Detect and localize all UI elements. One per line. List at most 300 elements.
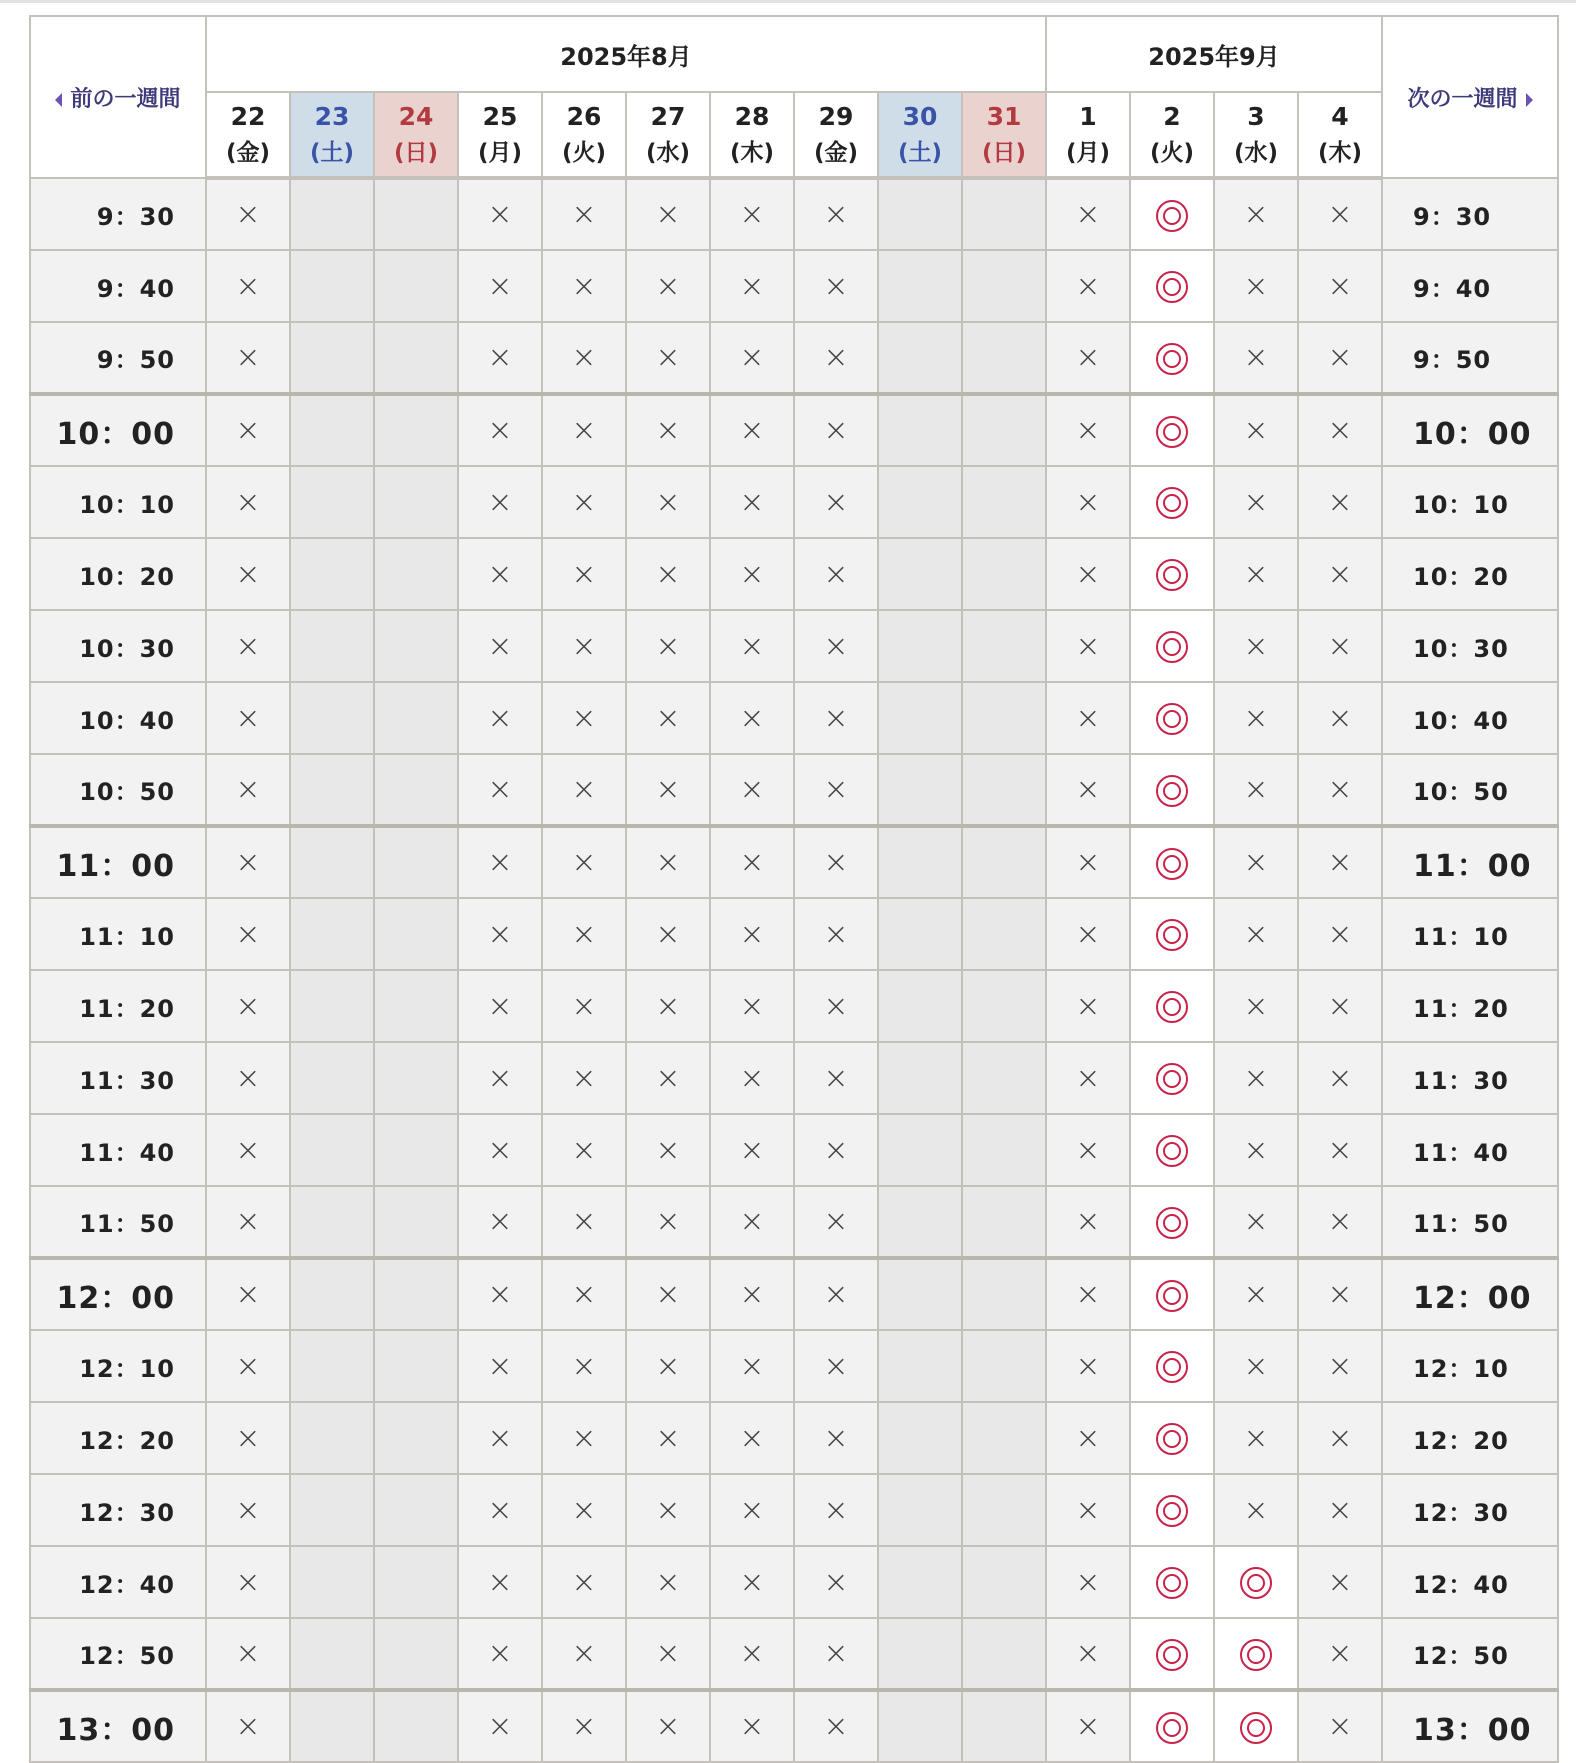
cross-mark-icon: × (571, 484, 597, 520)
caret-right-icon (1526, 93, 1533, 107)
slot-available[interactable] (1130, 1690, 1214, 1762)
slot-full (1046, 610, 1130, 682)
cross-mark-icon: × (571, 1420, 597, 1456)
slot-full (1046, 1546, 1130, 1618)
cross-mark-icon: × (1243, 772, 1269, 807)
slot-full (542, 322, 626, 394)
slot-full (206, 1402, 290, 1474)
slot-full (458, 1042, 542, 1114)
slot-full (710, 1042, 794, 1114)
slot-closed-day (290, 322, 374, 394)
slot-full (1298, 1330, 1382, 1402)
slot-closed-day (290, 466, 374, 538)
slot-full (710, 826, 794, 898)
slot-full (1046, 970, 1130, 1042)
slot-available[interactable] (1130, 898, 1214, 970)
double-circle-icon (1156, 559, 1188, 591)
slot-available[interactable] (1130, 1402, 1214, 1474)
slot-full (710, 1618, 794, 1690)
slot-closed-day (962, 1690, 1046, 1762)
slot-available[interactable] (1214, 1690, 1298, 1762)
cross-mark-icon: × (1327, 1564, 1353, 1600)
time-row (30, 1546, 1558, 1618)
slot-full (710, 538, 794, 610)
day-header-5 (626, 92, 710, 178)
time-row (30, 610, 1558, 682)
slot-full (626, 538, 710, 610)
time-label-right: 12：30 (1382, 1474, 1558, 1546)
cross-mark-icon: × (1327, 1420, 1353, 1456)
cross-mark-icon: × (1327, 628, 1353, 664)
double-circle-icon (1156, 991, 1188, 1023)
slot-full (458, 1618, 542, 1690)
slot-available[interactable] (1130, 394, 1214, 466)
slot-full (542, 970, 626, 1042)
slot-available[interactable] (1130, 1186, 1214, 1258)
day-weekday: (金) (225, 139, 271, 166)
slot-available[interactable] (1130, 1042, 1214, 1114)
day-header-7 (794, 92, 878, 178)
slot-closed-day (290, 538, 374, 610)
slot-available[interactable] (1130, 1330, 1214, 1402)
slot-full (458, 970, 542, 1042)
slot-available[interactable] (1130, 466, 1214, 538)
month-header-aug: 2025年8月 (206, 16, 1046, 92)
slot-closed-day (962, 394, 1046, 466)
double-circle-icon (1156, 1351, 1188, 1383)
cross-mark-icon: × (655, 700, 681, 736)
month-row (30, 16, 1558, 92)
cross-mark-icon: × (739, 1277, 765, 1312)
cross-mark-icon: × (571, 1132, 597, 1168)
cross-mark-icon: × (1075, 340, 1101, 375)
double-circle-icon (1156, 200, 1188, 232)
slot-full (206, 1546, 290, 1618)
slot-full (1046, 754, 1130, 826)
slot-closed-day (374, 1690, 458, 1762)
schedule-header (30, 16, 1558, 178)
cross-mark-icon: × (739, 916, 765, 952)
slot-available[interactable] (1130, 1618, 1214, 1690)
cross-mark-icon: × (823, 268, 849, 304)
slot-full (626, 1042, 710, 1114)
time-label-right: 9：30 (1382, 178, 1558, 250)
time-label-right: 12：40 (1382, 1546, 1558, 1618)
slot-full (626, 1546, 710, 1618)
day-header-2 (374, 92, 458, 178)
slot-full (1298, 1690, 1382, 1762)
cross-mark-icon: × (571, 197, 597, 232)
slot-full (542, 1474, 626, 1546)
time-label-left: 12：20 (30, 1402, 206, 1474)
day-header-8 (878, 92, 962, 178)
cross-mark-icon: × (1243, 556, 1269, 592)
caret-left-icon (55, 93, 62, 107)
slot-full (542, 178, 626, 250)
cross-mark-icon: × (1243, 268, 1269, 304)
slot-full (1298, 250, 1382, 322)
cross-mark-icon: × (487, 1492, 513, 1528)
slot-full (1298, 826, 1382, 898)
cross-mark-icon: × (1075, 413, 1101, 448)
slot-closed-day (290, 178, 374, 250)
slot-closed-day (962, 178, 1046, 250)
time-label-left: 13：00 (30, 1690, 206, 1762)
cross-mark-icon: × (487, 1060, 513, 1096)
cross-mark-icon: × (655, 1132, 681, 1168)
slot-full (206, 1186, 290, 1258)
cross-mark-icon: × (571, 1636, 597, 1671)
slot-full (1214, 466, 1298, 538)
day-weekday: (火) (561, 139, 607, 166)
cross-mark-icon: × (655, 484, 681, 520)
slot-closed-day (374, 1402, 458, 1474)
time-label-left: 12：00 (30, 1258, 206, 1330)
slot-closed-day (878, 1114, 962, 1186)
double-circle-icon (1240, 1567, 1272, 1599)
slot-full (626, 1690, 710, 1762)
prev-week-button[interactable] (30, 16, 206, 178)
slot-full (458, 1330, 542, 1402)
cross-mark-icon: × (235, 1420, 261, 1456)
time-label-left: 9：30 (30, 178, 206, 250)
cross-mark-icon: × (823, 1420, 849, 1456)
slot-full (542, 826, 626, 898)
slot-available[interactable] (1130, 1546, 1214, 1618)
slot-full (206, 250, 290, 322)
slot-closed-day (374, 1114, 458, 1186)
slot-closed-day (290, 1690, 374, 1762)
day-weekday: (木) (1317, 139, 1363, 166)
slot-full (794, 826, 878, 898)
cross-mark-icon: × (1327, 1709, 1353, 1744)
double-circle-icon (1156, 271, 1188, 303)
slot-full (542, 1330, 626, 1402)
slot-closed-day (962, 898, 1046, 970)
slot-full (206, 1690, 290, 1762)
cross-mark-icon: × (1327, 845, 1353, 880)
slot-full (542, 1258, 626, 1330)
cross-mark-icon: × (487, 1709, 513, 1744)
cross-mark-icon: × (235, 988, 261, 1024)
slot-full (710, 1114, 794, 1186)
slot-full (206, 1330, 290, 1402)
cross-mark-icon: × (739, 1420, 765, 1456)
day-header-4 (542, 92, 626, 178)
slot-full (794, 682, 878, 754)
time-row (30, 1186, 1558, 1258)
cross-mark-icon: × (823, 845, 849, 880)
cross-mark-icon: × (235, 197, 261, 232)
slot-full (626, 250, 710, 322)
slot-full (1046, 1258, 1130, 1330)
cross-mark-icon: × (235, 1348, 261, 1384)
cross-mark-icon: × (1075, 268, 1101, 304)
day-number: 28 (734, 101, 770, 131)
cross-mark-icon: × (571, 413, 597, 448)
slot-closed-day (374, 610, 458, 682)
day-weekday: (木) (729, 139, 775, 166)
cross-mark-icon: × (739, 197, 765, 232)
day-number: 23 (314, 101, 350, 131)
cross-mark-icon: × (487, 916, 513, 952)
slot-closed-day (962, 250, 1046, 322)
slot-full (626, 610, 710, 682)
slot-closed-day (290, 250, 374, 322)
cross-mark-icon: × (655, 268, 681, 304)
slot-closed-day (962, 466, 1046, 538)
slot-full (206, 1114, 290, 1186)
slot-full (206, 1618, 290, 1690)
cross-mark-icon: × (655, 772, 681, 807)
time-row (30, 1042, 1558, 1114)
cross-mark-icon: × (739, 845, 765, 880)
cross-mark-icon: × (487, 988, 513, 1024)
cross-mark-icon: × (487, 845, 513, 880)
cross-mark-icon: × (235, 1492, 261, 1528)
cross-mark-icon: × (655, 1636, 681, 1671)
double-circle-icon (1156, 487, 1188, 519)
cross-mark-icon: × (235, 340, 261, 375)
slot-available[interactable] (1130, 1114, 1214, 1186)
cross-mark-icon: × (1075, 845, 1101, 880)
cross-mark-icon: × (655, 1204, 681, 1239)
top-divider (0, 0, 1576, 3)
slot-available[interactable] (1130, 754, 1214, 826)
slot-full (1298, 538, 1382, 610)
slot-full (626, 754, 710, 826)
slot-available[interactable] (1130, 178, 1214, 250)
slot-closed-day (962, 1114, 1046, 1186)
slot-closed-day (878, 322, 962, 394)
time-label-left: 10：20 (30, 538, 206, 610)
slot-full (710, 1474, 794, 1546)
time-label-right: 12：20 (1382, 1402, 1558, 1474)
slot-full (458, 250, 542, 322)
slot-available[interactable] (1130, 538, 1214, 610)
slot-full (1298, 1546, 1382, 1618)
slot-full (710, 394, 794, 466)
slot-full (206, 970, 290, 1042)
slot-full (1214, 1258, 1298, 1330)
cross-mark-icon: × (235, 1132, 261, 1168)
day-weekday: (月) (477, 139, 523, 166)
time-label-right: 10：20 (1382, 538, 1558, 610)
day-number: 26 (566, 101, 602, 131)
slot-full (1214, 322, 1298, 394)
slot-full (206, 1474, 290, 1546)
cross-mark-icon: × (571, 700, 597, 736)
double-circle-icon (1240, 1639, 1272, 1671)
cross-mark-icon: × (571, 628, 597, 664)
slot-closed-day (374, 394, 458, 466)
slot-full (1298, 898, 1382, 970)
cross-mark-icon: × (1243, 700, 1269, 736)
slot-available[interactable] (1214, 1546, 1298, 1618)
cross-mark-icon: × (1243, 413, 1269, 448)
slot-full (1214, 250, 1298, 322)
slot-full (206, 178, 290, 250)
slot-closed-day (878, 1690, 962, 1762)
slot-full (794, 1546, 878, 1618)
cross-mark-icon: × (823, 1564, 849, 1600)
day-number: 24 (398, 101, 434, 131)
cross-mark-icon: × (571, 916, 597, 952)
cross-mark-icon: × (655, 1709, 681, 1744)
slot-full (1046, 322, 1130, 394)
cross-mark-icon: × (739, 1709, 765, 1744)
day-number: 29 (818, 101, 854, 131)
slot-closed-day (878, 250, 962, 322)
slot-full (626, 394, 710, 466)
cross-mark-icon: × (739, 1348, 765, 1384)
cross-mark-icon: × (487, 556, 513, 592)
cross-mark-icon: × (235, 484, 261, 520)
cross-mark-icon: × (571, 556, 597, 592)
slot-available[interactable] (1130, 1258, 1214, 1330)
time-row (30, 970, 1558, 1042)
cross-mark-icon: × (823, 340, 849, 375)
slot-full (794, 1402, 878, 1474)
slot-closed-day (374, 970, 458, 1042)
cross-mark-icon: × (823, 772, 849, 807)
slot-full (1298, 1402, 1382, 1474)
slot-full (710, 178, 794, 250)
slot-full (710, 1402, 794, 1474)
cross-mark-icon: × (1243, 1204, 1269, 1239)
cross-mark-icon: × (739, 484, 765, 520)
cross-mark-icon: × (1243, 628, 1269, 664)
slot-available[interactable] (1130, 250, 1214, 322)
slot-closed-day (962, 1618, 1046, 1690)
slot-full (794, 1258, 878, 1330)
slot-available[interactable] (1130, 1474, 1214, 1546)
slot-available[interactable] (1214, 1618, 1298, 1690)
slot-available[interactable] (1130, 826, 1214, 898)
cross-mark-icon: × (823, 1132, 849, 1168)
double-circle-icon (1156, 631, 1188, 663)
slot-full (1046, 1042, 1130, 1114)
next-week-button[interactable] (1382, 16, 1558, 178)
slot-full (1214, 1042, 1298, 1114)
cross-mark-icon: × (1075, 628, 1101, 664)
cross-mark-icon: × (1327, 340, 1353, 375)
day-header-11 (1130, 92, 1214, 178)
time-label-left: 11：10 (30, 898, 206, 970)
slot-full (458, 754, 542, 826)
slot-full (458, 178, 542, 250)
time-label-left: 10：50 (30, 754, 206, 826)
month-header-sep: 2025年9月 (1046, 16, 1382, 92)
slot-full (458, 1186, 542, 1258)
time-row (30, 178, 1558, 250)
slot-full (1214, 970, 1298, 1042)
cross-mark-icon: × (1327, 1204, 1353, 1239)
day-number: 25 (482, 101, 518, 131)
slot-full (1298, 1258, 1382, 1330)
time-label-left: 11：30 (30, 1042, 206, 1114)
day-number: 30 (902, 101, 938, 131)
slot-full (794, 538, 878, 610)
slot-available[interactable] (1130, 322, 1214, 394)
slot-full (794, 1186, 878, 1258)
slot-closed-day (374, 1042, 458, 1114)
day-weekday: (土) (897, 139, 943, 166)
slot-available[interactable] (1130, 970, 1214, 1042)
cross-mark-icon: × (655, 628, 681, 664)
cross-mark-icon: × (823, 413, 849, 448)
cross-mark-icon: × (235, 1204, 261, 1239)
day-header-1 (290, 92, 374, 178)
cross-mark-icon: × (487, 772, 513, 807)
slot-closed-day (878, 826, 962, 898)
slot-full (626, 1330, 710, 1402)
slot-full (458, 1402, 542, 1474)
slot-closed-day (962, 1186, 1046, 1258)
cross-mark-icon: × (487, 197, 513, 232)
double-circle-icon (1156, 1639, 1188, 1671)
cross-mark-icon: × (739, 1060, 765, 1096)
slot-closed-day (374, 1330, 458, 1402)
slot-full (206, 538, 290, 610)
reservation-schedule-table (29, 15, 1559, 1763)
cross-mark-icon: × (487, 1636, 513, 1671)
slot-full (1046, 394, 1130, 466)
slot-closed-day (962, 1330, 1046, 1402)
cross-mark-icon: × (823, 916, 849, 952)
slot-available[interactable] (1130, 682, 1214, 754)
cross-mark-icon: × (1327, 916, 1353, 952)
cross-mark-icon: × (1075, 1492, 1101, 1528)
day-number: 2 (1163, 101, 1181, 131)
cross-mark-icon: × (487, 413, 513, 448)
double-circle-icon (1156, 1207, 1188, 1239)
slot-full (1214, 1114, 1298, 1186)
slot-full (794, 610, 878, 682)
slot-full (1298, 1114, 1382, 1186)
double-circle-icon (1156, 1135, 1188, 1167)
time-row (30, 466, 1558, 538)
slot-full (1214, 178, 1298, 250)
cross-mark-icon: × (1327, 268, 1353, 304)
double-circle-icon (1156, 1280, 1188, 1312)
cross-mark-icon: × (823, 1277, 849, 1312)
slot-full (626, 1114, 710, 1186)
time-row (30, 754, 1558, 826)
slot-full (710, 322, 794, 394)
slot-closed-day (878, 970, 962, 1042)
cross-mark-icon: × (823, 1348, 849, 1384)
cross-mark-icon: × (655, 340, 681, 375)
slot-closed-day (374, 1546, 458, 1618)
slot-closed-day (962, 970, 1046, 1042)
time-row (30, 826, 1558, 898)
slot-full (626, 826, 710, 898)
slot-full (458, 1474, 542, 1546)
cross-mark-icon: × (1243, 340, 1269, 375)
cross-mark-icon: × (235, 772, 261, 807)
cross-mark-icon: × (1075, 197, 1101, 232)
slot-closed-day (962, 1258, 1046, 1330)
slot-closed-day (878, 1330, 962, 1402)
day-weekday: (金) (813, 139, 859, 166)
slot-available[interactable] (1130, 610, 1214, 682)
slot-closed-day (878, 1258, 962, 1330)
cross-mark-icon: × (571, 1060, 597, 1096)
cross-mark-icon: × (1075, 1060, 1101, 1096)
day-header-3 (458, 92, 542, 178)
time-row (30, 1258, 1558, 1330)
